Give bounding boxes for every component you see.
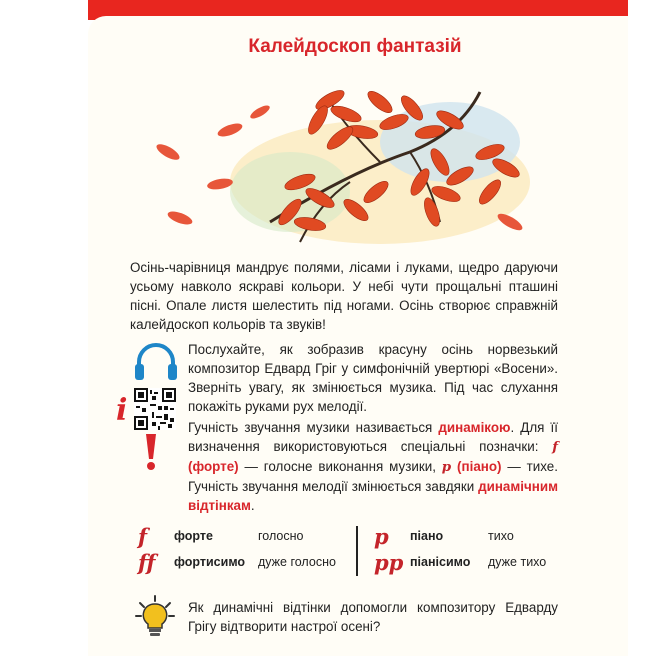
dynamic-meaning: дуже тихо: [488, 555, 547, 569]
dynamic-symbol: ff: [138, 549, 156, 575]
dynamic-symbol: pp: [374, 549, 404, 575]
dynamic-symbol: p: [374, 523, 389, 549]
dynamic-name: піано: [410, 529, 444, 543]
info-icon: i: [116, 393, 128, 428]
term-dynamic-shades: динамічним відтінкам: [188, 479, 558, 513]
dynamics-row: [374, 524, 514, 548]
rowan-branch-illustration: [150, 72, 550, 254]
dynamic-meaning: голосно: [258, 529, 304, 543]
qr-code-icon[interactable]: [134, 388, 176, 430]
dynamic-symbol: f: [138, 523, 148, 549]
dynamic-name: піанісимо: [410, 555, 471, 569]
exclamation-icon: [143, 432, 159, 472]
listening-paragraph: Послухайте, як зобразив красуну осінь норвезький композитор Едвард Гріг у симфонічній увертюрі «Восени». Зверніть увагу, як змінюється музика. Під час слухання покажіть руками рух мелодії.: [188, 342, 558, 414]
dynamics-info-paragraph: Гучність звучання музики називається динамікою. Для її визначення використовуються спеціальні позначки: f (форте) — голосне виконання музики, p (піано) — тихе. Гучність звучання мелодії змінюється завдяки динамічним відтінкам.: [188, 420, 558, 513]
lightbulb-icon: [135, 594, 175, 640]
dynamic-name: форте: [174, 529, 213, 543]
dynamics-row: [138, 524, 303, 548]
dynamic-meaning: тихо: [488, 529, 514, 543]
dynamics-legend: [130, 522, 558, 580]
dynamics-row: [374, 550, 546, 574]
question-text: Як динамічні відтінки допомогли композитору Едварду Грігу відтворити настрої осені?: [188, 600, 558, 634]
dynamics-row: [138, 550, 336, 574]
headphones-icon: [131, 338, 181, 384]
dynamic-name: фортисимо: [174, 555, 246, 569]
page-title: Калейдоскоп фантазій: [248, 36, 462, 57]
term-dynamics: динамікою: [438, 420, 511, 435]
intro-paragraph: Осінь-чарівниця мандрує полями, лісами і луками, щедро даруючи усьому навколо яскраві кольори. У небі чути прощальні пташині пісні. Опале листя шелестить під ногами. Осінь створює справжній калейдоскоп кольорів та звуків!: [130, 260, 558, 332]
legend-divider: [356, 526, 358, 576]
forte-symbol: f: [552, 439, 558, 455]
dynamic-meaning: дуже голосно: [258, 555, 336, 569]
piano-symbol: p: [441, 459, 452, 475]
